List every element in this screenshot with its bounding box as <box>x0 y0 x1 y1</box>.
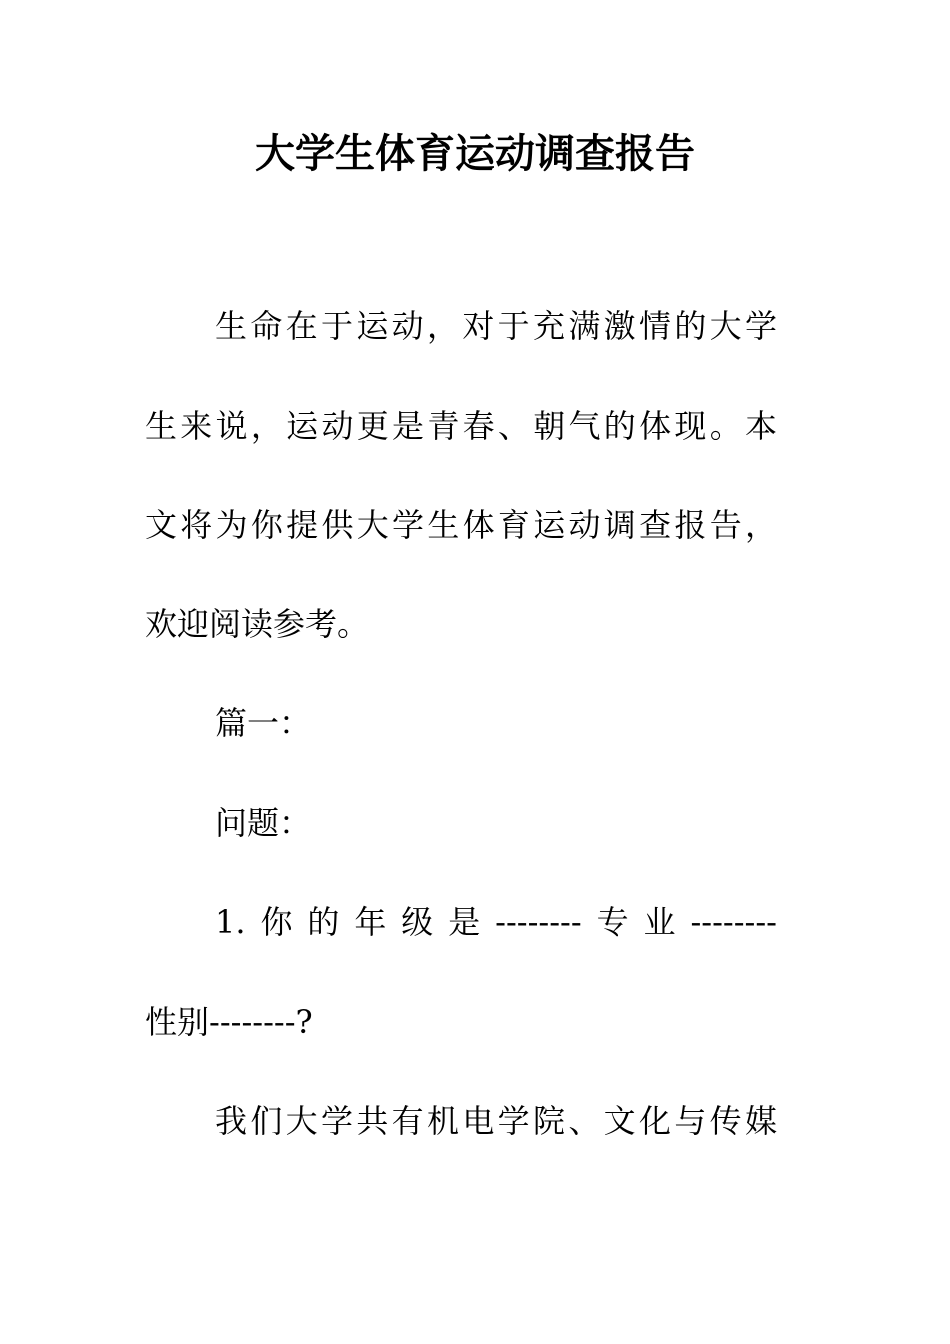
paragraph-line: 我们大学共有机电学院、文化与传媒 <box>215 1102 777 1140</box>
document-title: 大学生体育运动调查报告 <box>255 131 695 177</box>
paragraph-line: 文将为你提供大学生体育运动调查报告， <box>145 506 777 544</box>
paragraph-line: 生命在于运动，对于充满激情的大学 <box>215 307 777 345</box>
paragraph-line: 生来说，运动更是青春、朝气的体现。本 <box>145 407 777 445</box>
question-line: 1.你的年级是--------专业-------- <box>215 903 777 941</box>
section-heading: 篇一： <box>215 704 312 742</box>
question-line: 性别--------? <box>145 1003 313 1041</box>
paragraph-line: 欢迎阅读参考。 <box>145 605 370 643</box>
question-heading: 问题： <box>215 804 312 842</box>
